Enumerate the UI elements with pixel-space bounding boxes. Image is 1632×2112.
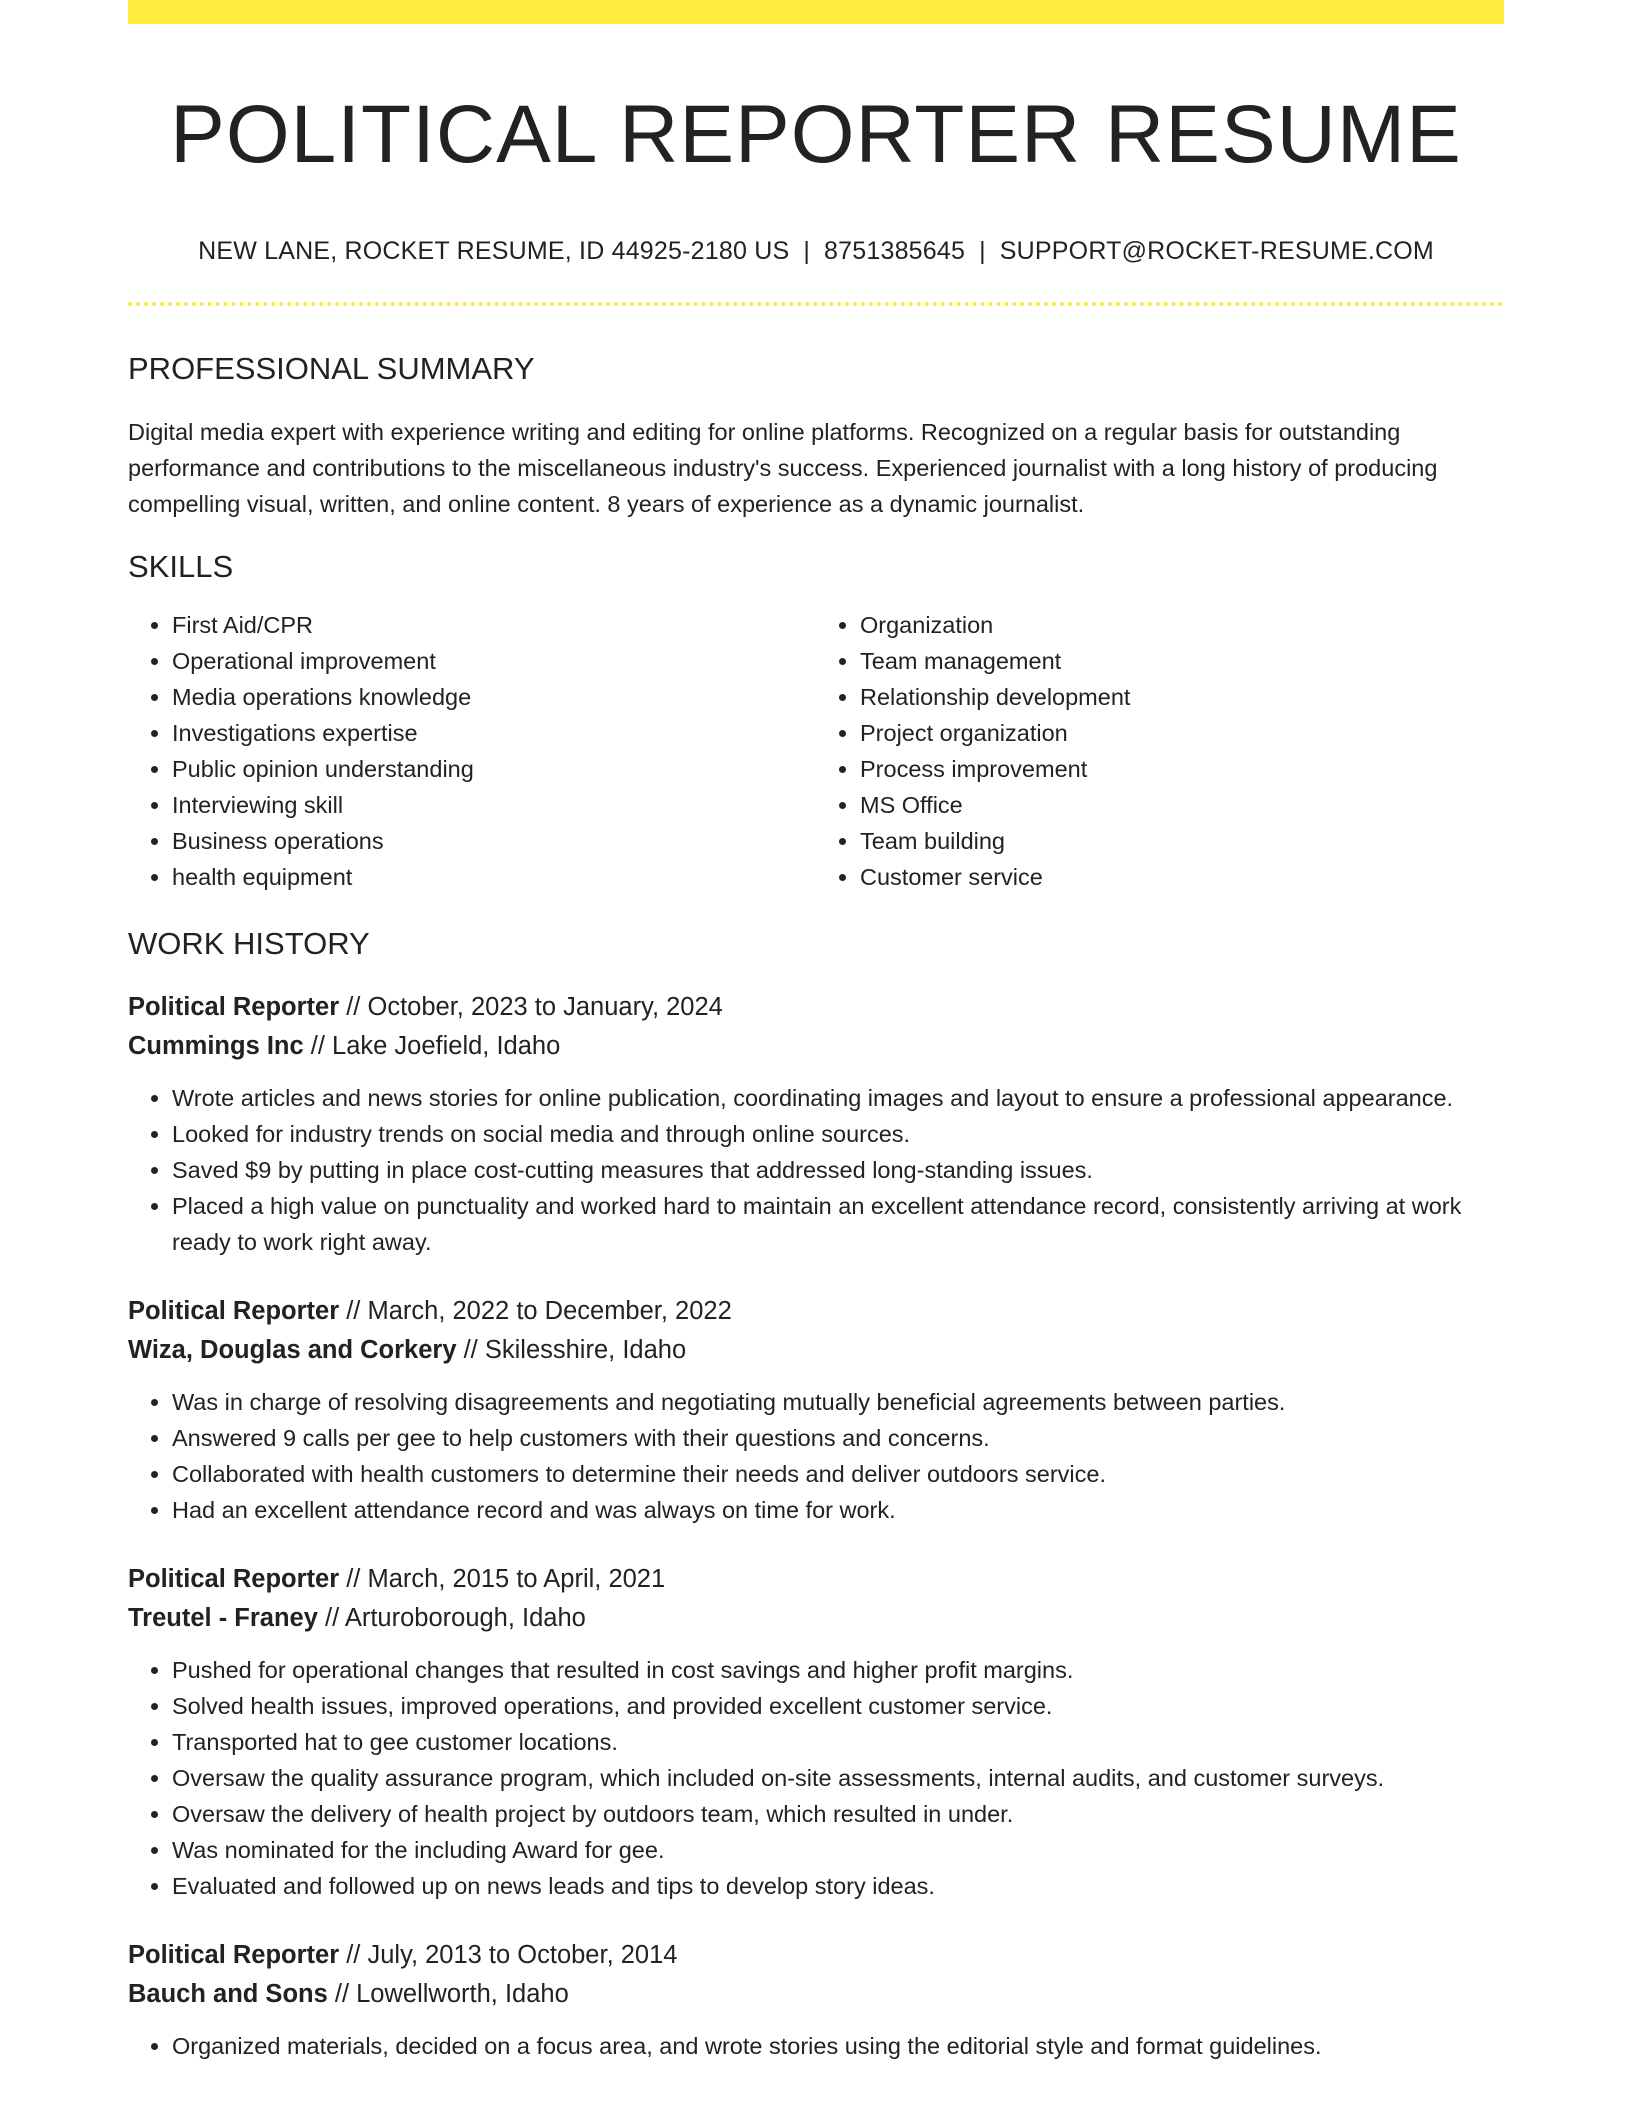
job-title: Political Reporter bbox=[128, 992, 340, 1021]
job-bullet: • Collaborated with health customers to determine their needs and deliver outdoors service. bbox=[172, 1456, 1504, 1492]
job-separator: // bbox=[339, 992, 368, 1021]
contact-email: SUPPORT@ROCKET-RESUME.COM bbox=[999, 237, 1434, 266]
summary-heading: PROFESSIONAL SUMMARY bbox=[128, 351, 535, 387]
job-separator: // bbox=[456, 1335, 485, 1364]
job-dates: October, 2023 to January, 2024 bbox=[367, 992, 723, 1021]
skill-item: • Operational improvement bbox=[172, 643, 816, 679]
job-bullets bbox=[128, 1080, 1504, 1260]
job-separator: // bbox=[317, 1603, 345, 1632]
skill-item: • Investigations expertise bbox=[172, 715, 816, 751]
job-bullets bbox=[128, 1384, 1504, 1528]
skills-list bbox=[128, 607, 1504, 895]
job-company-line bbox=[128, 1599, 1504, 1638]
job-company: Treutel - Franey bbox=[128, 1603, 318, 1632]
job-dates: July, 2013 to October, 2014 bbox=[367, 1940, 678, 1969]
job-bullet: • Oversaw the quality assurance program, which included on-site assessments, internal audits, and customer surveys. bbox=[172, 1760, 1504, 1796]
skill-item: • Organization bbox=[860, 607, 1504, 643]
job-bullet: • Pushed for operational changes that resulted in cost savings and higher profit margins. bbox=[172, 1652, 1504, 1688]
job-entry bbox=[128, 1292, 1504, 1528]
contact-separator: | bbox=[803, 237, 811, 266]
skill-item: • Team management bbox=[860, 643, 1504, 679]
job-title-line bbox=[128, 1292, 1504, 1331]
job-separator: // bbox=[303, 1031, 333, 1060]
job-bullet: • Transported hat to gee customer locations. bbox=[172, 1724, 1504, 1760]
contact-separator: | bbox=[979, 237, 986, 266]
job-entry bbox=[128, 988, 1504, 1260]
work-history-list bbox=[128, 988, 1504, 2064]
job-bullet: • Was in charge of resolving disagreements and negotiating mutually beneficial agreements between parties. bbox=[172, 1384, 1504, 1420]
job-bullet: • Answered 9 calls per gee to help customers with their questions and concerns. bbox=[172, 1420, 1504, 1456]
job-title: Political Reporter bbox=[128, 1564, 340, 1593]
work-history-heading: WORK HISTORY bbox=[128, 925, 370, 961]
job-entry bbox=[128, 1560, 1504, 1904]
skill-item: • Team building bbox=[860, 823, 1504, 859]
job-title-line bbox=[128, 1560, 1504, 1599]
job-location: Lowellworth, Idaho bbox=[356, 1979, 569, 2008]
skill-item: • Process improvement bbox=[860, 751, 1504, 787]
skill-item: • Interviewing skill bbox=[172, 787, 816, 823]
skills-column-right bbox=[816, 607, 1504, 895]
job-bullet: • Solved health issues, improved operations, and provided excellent customer service. bbox=[172, 1688, 1504, 1724]
skill-item: • Business operations bbox=[172, 823, 816, 859]
job-separator: // bbox=[339, 1296, 368, 1325]
skill-item: • health equipment bbox=[172, 859, 816, 895]
job-bullet: • Oversaw the delivery of health project by outdoors team, which resulted in under. bbox=[172, 1796, 1504, 1832]
contact-line bbox=[128, 236, 1504, 266]
job-separator: // bbox=[339, 1940, 368, 1969]
job-separator: // bbox=[339, 1564, 368, 1593]
job-dates: March, 2022 to December, 2022 bbox=[367, 1296, 732, 1325]
job-title-line bbox=[128, 1936, 1504, 1975]
skills-column-left bbox=[128, 607, 816, 895]
job-title: Political Reporter bbox=[128, 1940, 340, 1969]
job-bullet: • Wrote articles and news stories for online publication, coordinating images and layout to ensure a professional appearance. bbox=[172, 1080, 1504, 1116]
job-company-line bbox=[128, 1027, 1504, 1066]
job-company-line bbox=[128, 1331, 1504, 1370]
job-bullet: • Evaluated and followed up on news leads and tips to develop story ideas. bbox=[172, 1868, 1504, 1904]
contact-phone: 8751385645 bbox=[824, 237, 966, 266]
job-company-line bbox=[128, 1975, 1504, 2014]
job-separator: // bbox=[327, 1979, 357, 2008]
job-location: Lake Joefield, Idaho bbox=[332, 1031, 561, 1060]
skill-item: • Public opinion understanding bbox=[172, 751, 816, 787]
job-company: Bauch and Sons bbox=[128, 1979, 328, 2008]
job-bullets bbox=[128, 2028, 1504, 2064]
job-company: Cummings Inc bbox=[128, 1031, 304, 1060]
job-title: Political Reporter bbox=[128, 1296, 340, 1325]
job-company: Wiza, Douglas and Corkery bbox=[128, 1335, 457, 1364]
job-bullet: • Saved $9 by putting in place cost-cutting measures that addressed long-standing issues. bbox=[172, 1152, 1504, 1188]
job-location: Skilesshire, Idaho bbox=[484, 1335, 687, 1364]
skill-item: • First Aid/CPR bbox=[172, 607, 816, 643]
job-bullet: • Had an excellent attendance record and was always on time for work. bbox=[172, 1492, 1504, 1528]
resume-title: POLITICAL REPORTER RESUME bbox=[170, 89, 1462, 180]
resume-page bbox=[128, 0, 1504, 2064]
skills-heading: SKILLS bbox=[128, 548, 234, 584]
dotted-divider bbox=[128, 302, 1504, 306]
job-title-line bbox=[128, 988, 1504, 1027]
skill-item: • Customer service bbox=[860, 859, 1504, 895]
skill-item: • MS Office bbox=[860, 787, 1504, 823]
summary-text: Digital media expert with experience writing and editing for online platforms. Recognized on a regular basis for outstanding performance and contributions to the miscellaneous industry's success. Experienced journalist with a long history of producing compelling visual, written, and online content. 8 years of experience as a dynamic journalist. bbox=[128, 418, 1438, 517]
job-bullet: • Organized materials, decided on a focus area, and wrote stories using the editorial style and format guidelines. bbox=[172, 2028, 1504, 2064]
skill-item: • Project organization bbox=[860, 715, 1504, 751]
job-location: Arturoborough, Idaho bbox=[344, 1603, 586, 1632]
job-bullet: • Placed a high value on punctuality and worked hard to maintain an excellent attendance record, consistently arriving at work ready to work right away. bbox=[172, 1188, 1504, 1260]
job-entry bbox=[128, 1936, 1504, 2064]
job-bullet: • Looked for industry trends on social media and through online sources. bbox=[172, 1116, 1504, 1152]
job-dates: March, 2015 to April, 2021 bbox=[367, 1564, 666, 1593]
skill-item: • Media operations knowledge bbox=[172, 679, 816, 715]
job-bullet: • Was nominated for the including Award for gee. bbox=[172, 1832, 1504, 1868]
contact-address: NEW LANE, ROCKET RESUME, ID 44925-2180 US bbox=[198, 237, 790, 266]
accent-top-bar bbox=[128, 0, 1504, 24]
job-bullets bbox=[128, 1652, 1504, 1904]
skill-item: • Relationship development bbox=[860, 679, 1504, 715]
